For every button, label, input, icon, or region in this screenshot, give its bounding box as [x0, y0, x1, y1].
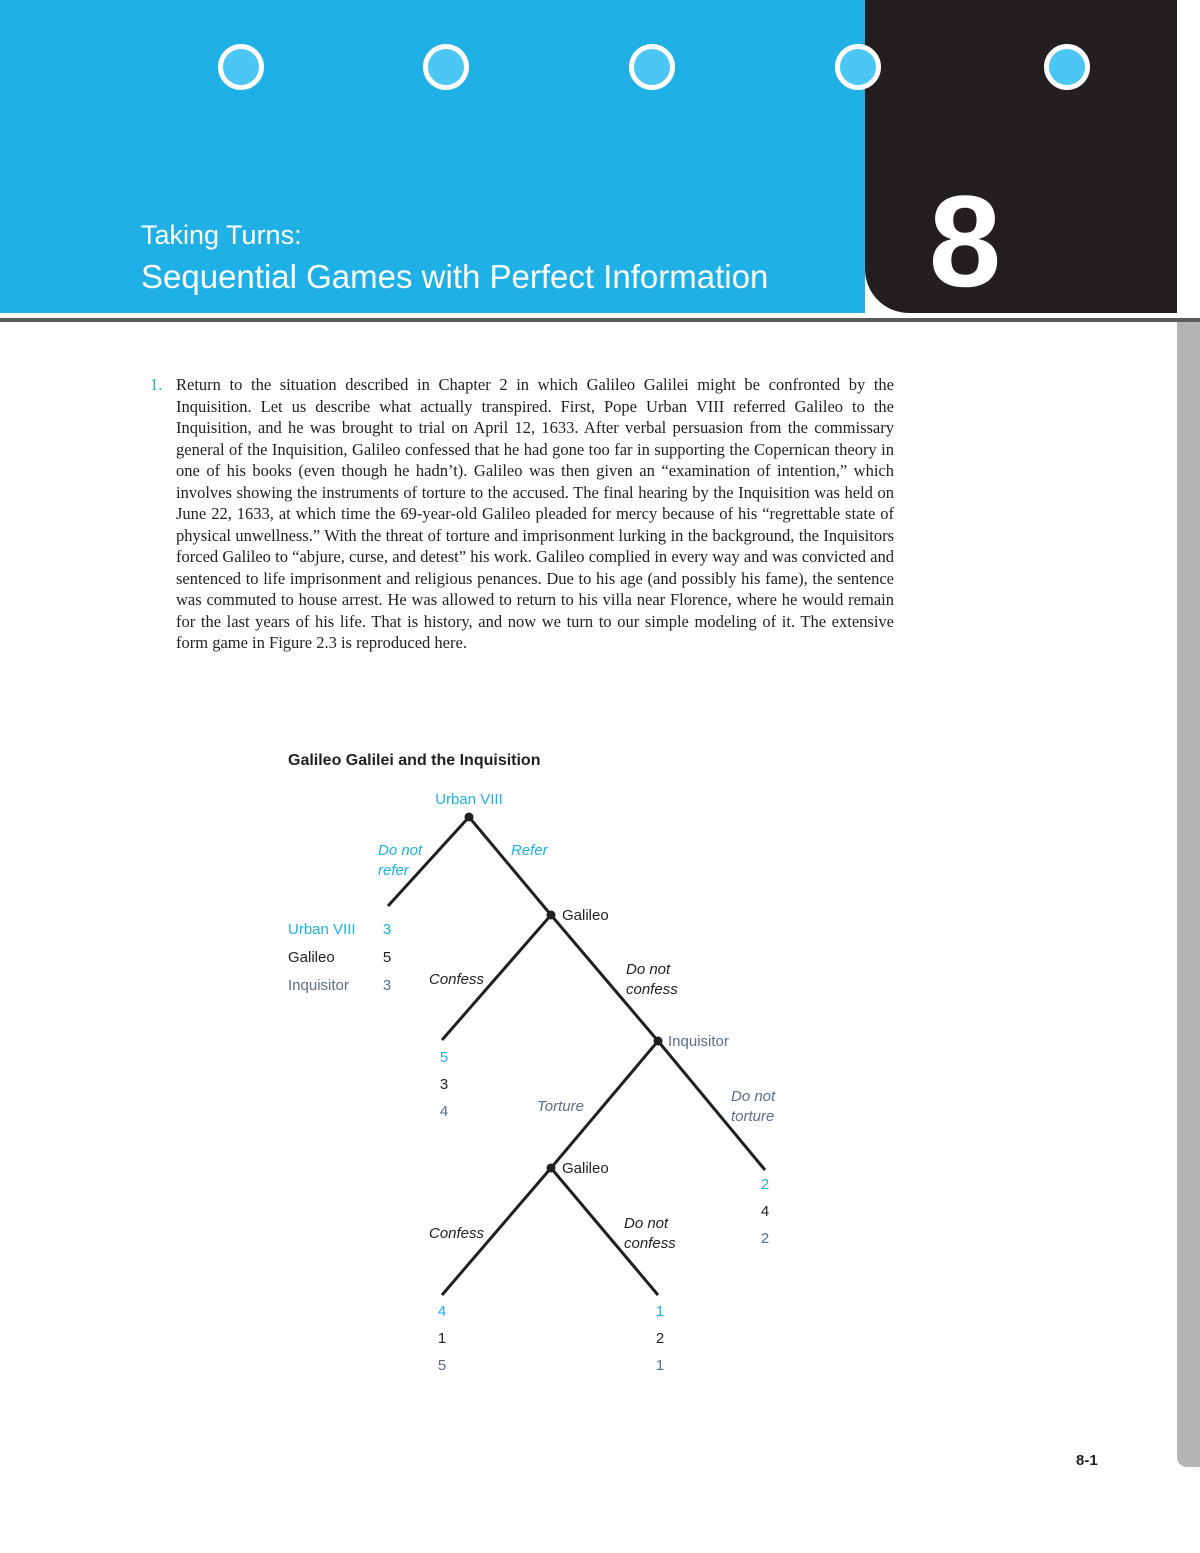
action-label: Do not	[378, 842, 423, 859]
action-label: torture	[731, 1108, 775, 1125]
problem-number: 1.	[150, 375, 163, 394]
payoff-value: 4	[439, 1103, 449, 1120]
decision-node	[465, 813, 474, 822]
payoff-value: 3	[382, 921, 392, 938]
payoff-player-label: Urban VIII	[288, 921, 356, 938]
payoff-player-label: Galileo	[288, 949, 335, 966]
payoff-value: 3	[382, 977, 392, 994]
figure-title: Galileo Galilei and the Inquisition	[288, 752, 541, 769]
action-label: Refer	[511, 842, 548, 859]
node-label-urban: Urban VIII	[435, 791, 503, 808]
node-label-galileo: Galileo	[562, 907, 609, 924]
decision-node	[547, 911, 556, 920]
payoff-player-label: Inquisitor	[288, 977, 349, 994]
action-label: Confess	[429, 971, 485, 988]
payoff-value: 4	[437, 1303, 447, 1320]
action-label: confess	[626, 981, 678, 998]
action-label: refer	[378, 862, 409, 879]
node-label-inquisitor: Inquisitor	[668, 1033, 729, 1050]
branch-do-not-confess-1	[551, 915, 658, 1041]
chapter-title: Sequential Games with Perfect Information	[141, 258, 769, 295]
problem-text: Return to the situation described in Chapter 2 in which Galileo Galilei might be confronted by the Inquisition. Let us describe what actually transpired. First, Pope Urban VIII referred Galileo to the Inquisition, and he was brought to trial on April 12, 1633. After verbal persuasion from the commissary general of the Inquisition, Galileo confessed that he had gone too far in supporting the Copernican theory in one of his books (even though he hadn’t). Galileo was then given an “examination of intention,” which involves showing the instruments of torture to the accused. The final hearing by the Inquisition was held on June 22, 1633, at which time the 69-year-old Galileo pleaded for mercy because of his “regrettable state of physical unwellness.” With the threat of torture and imprisonment lurking in the background, the Inquisitors forced Galileo to “abjure, curse, and detest” his work. Galileo complied in every way and was convicted and sentenced to life imprisonment and religious penances. Due to his age (and possibly his fame), the sentence was commuted to house arrest. He was allowed to return to his villa near Florence, where he would remain for the last years of his life. That is history, and now we turn to our simple modeling of it. The extensive form game in Figure 2.3 is reproduced here.	[176, 375, 894, 652]
payoff-value: 5	[439, 1049, 449, 1066]
action-label: Do not	[624, 1215, 669, 1232]
page-number: 8-1	[1076, 1452, 1098, 1469]
action-label: confess	[624, 1235, 676, 1252]
action-label: Confess	[429, 1225, 485, 1242]
action-label: Torture	[537, 1098, 584, 1115]
payoff-value: 1	[655, 1303, 665, 1320]
decision-node	[654, 1037, 663, 1046]
payoff-value: 4	[760, 1203, 770, 1220]
payoff-value: 2	[655, 1330, 665, 1347]
action-label: Do not	[731, 1088, 776, 1105]
node-label-galileo: Galileo	[562, 1160, 609, 1177]
chapter-title-kicker: Taking Turns:	[141, 220, 302, 250]
payoff-value: 2	[760, 1176, 770, 1193]
payoff-value: 5	[382, 949, 392, 966]
payoff-value: 2	[760, 1230, 770, 1247]
payoff-value: 5	[437, 1357, 447, 1374]
branch-do-not-torture	[658, 1041, 765, 1170]
payoff-value: 1	[437, 1330, 447, 1347]
decision-node	[547, 1164, 556, 1173]
payoff-value: 3	[439, 1076, 449, 1093]
payoff-value: 1	[655, 1357, 665, 1374]
branch-refer	[469, 817, 551, 915]
chapter-number: 8	[928, 168, 1002, 314]
action-label: Do not	[626, 961, 671, 978]
